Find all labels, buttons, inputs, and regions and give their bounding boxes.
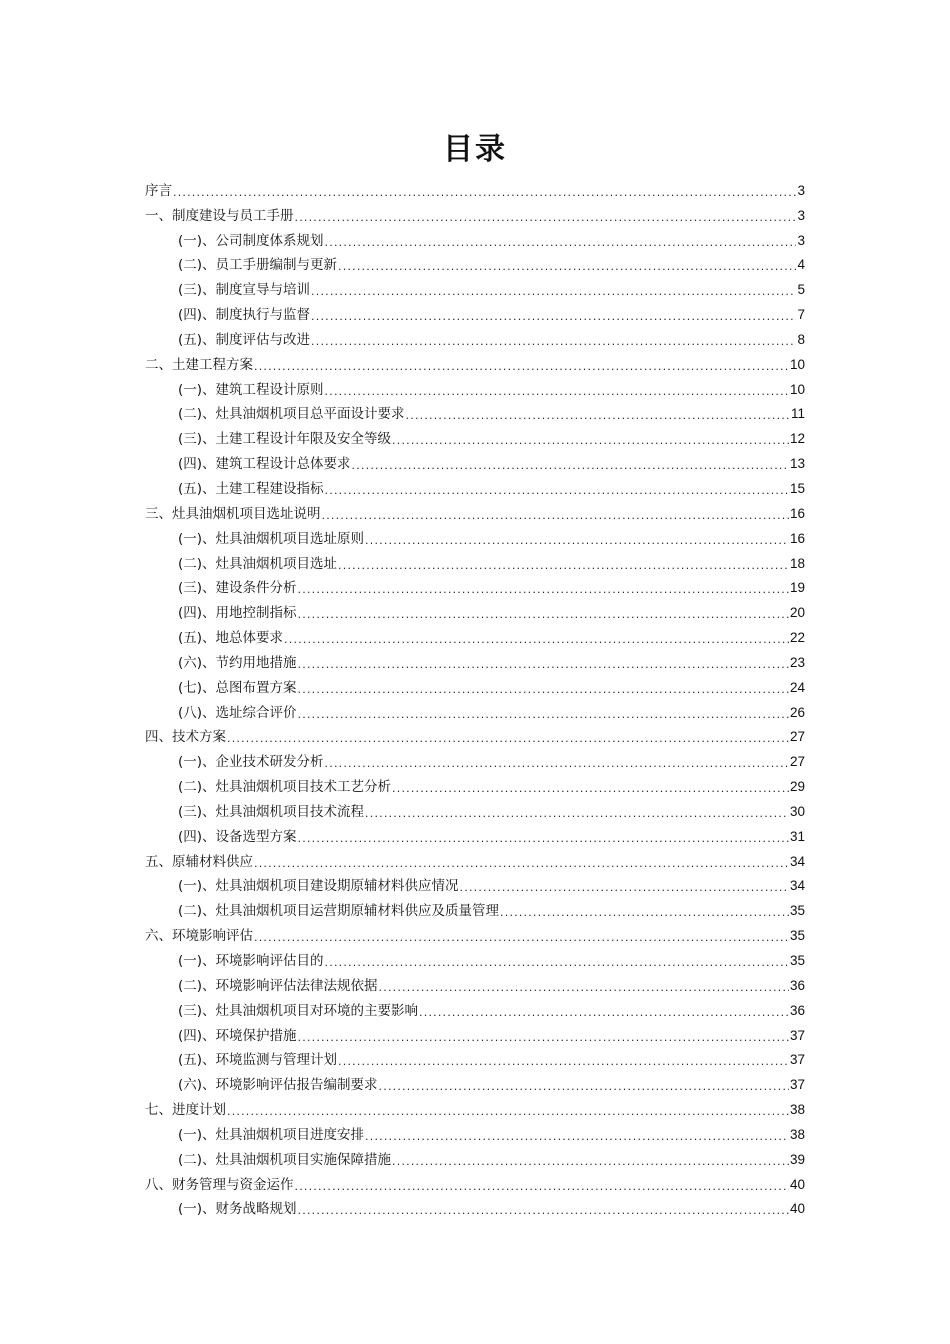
toc-page-number: 30 bbox=[789, 803, 805, 819]
toc-page-number: 20 bbox=[789, 605, 805, 621]
toc-dot-leader bbox=[227, 732, 789, 746]
toc-entry[interactable] bbox=[145, 225, 805, 250]
toc-entry-label: (七)、总图布置方案 bbox=[178, 679, 297, 696]
toc-entry-label: (六)、节约用地措施 bbox=[178, 654, 297, 671]
toc-dot-leader bbox=[338, 559, 789, 573]
toc-entry[interactable] bbox=[145, 647, 805, 672]
toc-entry-label: (二)、灶具油烟机项目技术工艺分析 bbox=[178, 779, 392, 796]
toc-entry[interactable] bbox=[145, 1119, 805, 1144]
toc-page-number: 37 bbox=[789, 1077, 805, 1093]
toc-entry-label: 二、土建工程方案 bbox=[145, 356, 253, 373]
toc-entry[interactable] bbox=[145, 473, 805, 498]
toc-entry[interactable] bbox=[145, 573, 805, 598]
toc-entry-label: (一)、灶具油烟机项目进度安排 bbox=[178, 1126, 365, 1143]
toc-page-number: 19 bbox=[789, 580, 805, 596]
toc-dot-leader bbox=[298, 1204, 789, 1218]
toc-entry[interactable] bbox=[145, 1020, 805, 1045]
toc-entry-label: (四)、建筑工程设计总体要求 bbox=[178, 456, 351, 473]
toc-entry[interactable] bbox=[145, 250, 805, 275]
toc-dot-leader bbox=[325, 385, 789, 399]
toc-page-number: 16 bbox=[789, 505, 805, 521]
toc-dot-leader bbox=[460, 881, 789, 895]
toc-dot-leader bbox=[365, 807, 789, 821]
toc-page-number: 10 bbox=[789, 356, 805, 372]
toc-entry[interactable] bbox=[145, 722, 805, 747]
toc-entry-label: 一、制度建设与员工手册 bbox=[145, 207, 294, 224]
toc-entry-label: (一)、建筑工程设计原则 bbox=[178, 381, 324, 398]
toc-dot-leader bbox=[406, 409, 790, 423]
toc-entry[interactable] bbox=[145, 796, 805, 821]
toc-dot-leader bbox=[419, 1006, 789, 1020]
toc-dot-leader bbox=[392, 434, 789, 448]
toc-entry[interactable] bbox=[145, 548, 805, 573]
toc-dot-leader bbox=[298, 1031, 789, 1045]
toc-page-number: 39 bbox=[789, 1151, 805, 1167]
toc-entry-label: (三)、灶具油烟机项目对环境的主要影响 bbox=[178, 1002, 419, 1019]
toc-page-number: 36 bbox=[789, 1002, 805, 1018]
toc-page-number: 5 bbox=[797, 282, 805, 298]
toc-dot-leader bbox=[379, 981, 789, 995]
toc-entry-label: 序言 bbox=[145, 182, 172, 199]
toc-entry-label: 七、进度计划 bbox=[145, 1102, 226, 1119]
toc-entry[interactable] bbox=[145, 274, 805, 299]
toc-entry[interactable] bbox=[145, 448, 805, 473]
toc-dot-leader bbox=[298, 708, 789, 722]
toc-entry[interactable] bbox=[145, 1069, 805, 1094]
toc-dot-leader bbox=[311, 310, 796, 324]
toc-entry-label: (二)、环境影响评估法律法规依据 bbox=[178, 977, 378, 994]
toc-entry-label: (一)、财务战略规划 bbox=[178, 1201, 297, 1218]
toc-entry[interactable] bbox=[145, 523, 805, 548]
toc-page-number: 35 bbox=[789, 928, 805, 944]
toc-entry-label: (四)、设备选型方案 bbox=[178, 828, 297, 845]
toc-entry[interactable] bbox=[145, 1194, 805, 1219]
toc-entry-label: (四)、环境保护措施 bbox=[178, 1027, 297, 1044]
toc-entry[interactable] bbox=[145, 995, 805, 1020]
toc-dot-leader bbox=[325, 956, 789, 970]
toc-entry-label: (五)、环境监测与管理计划 bbox=[178, 1052, 338, 1069]
toc-page-number: 37 bbox=[789, 1052, 805, 1068]
toc-entry-label: (三)、建设条件分析 bbox=[178, 580, 297, 597]
toc-page-number: 23 bbox=[789, 654, 805, 670]
toc-entry-label: (一)、灶具油烟机项目选址原则 bbox=[178, 530, 365, 547]
toc-page-number: 3 bbox=[797, 232, 805, 248]
toc-entry[interactable] bbox=[145, 622, 805, 647]
toc-page-number: 13 bbox=[789, 456, 805, 472]
toc-entry[interactable] bbox=[145, 200, 805, 225]
toc-dot-leader bbox=[365, 534, 789, 548]
toc-title: 目录 bbox=[443, 132, 507, 167]
toc-dot-leader bbox=[338, 1055, 789, 1069]
toc-dot-leader bbox=[311, 285, 796, 299]
toc-entry[interactable] bbox=[145, 672, 805, 697]
toc-dot-leader bbox=[338, 260, 796, 274]
toc-entry-label: (二)、灶具油烟机项目实施保障措施 bbox=[178, 1151, 392, 1168]
toc-entry-label: (二)、灶具油烟机项目选址 bbox=[178, 555, 338, 572]
toc-page-number: 34 bbox=[789, 853, 805, 869]
toc-entry[interactable] bbox=[145, 349, 805, 374]
toc-entry-label: (六)、环境影响评估报告编制要求 bbox=[178, 1077, 378, 1094]
toc-page-number: 7 bbox=[797, 307, 805, 323]
toc-entry[interactable] bbox=[145, 871, 805, 896]
toc-entry-label: (三)、灶具油烟机项目技术流程 bbox=[178, 803, 365, 820]
toc-list bbox=[145, 175, 805, 1218]
toc-dot-leader bbox=[392, 1155, 789, 1169]
toc-entry-label: (八)、选址综合评价 bbox=[178, 704, 297, 721]
toc-page-number: 27 bbox=[789, 729, 805, 745]
toc-page-number: 27 bbox=[789, 754, 805, 770]
toc-page-number: 29 bbox=[789, 779, 805, 795]
toc-dot-leader bbox=[500, 906, 789, 920]
toc-page-number: 3 bbox=[797, 182, 805, 198]
toc-entry-label: (五)、土建工程建设指标 bbox=[178, 480, 324, 497]
toc-entry[interactable] bbox=[145, 1169, 805, 1194]
toc-page-number: 40 bbox=[789, 1176, 805, 1192]
toc-entry-label: (一)、环境影响评估目的 bbox=[178, 953, 324, 969]
toc-entry-label: (四)、制度执行与监督 bbox=[178, 307, 311, 324]
toc-entry[interactable] bbox=[145, 175, 805, 200]
toc-page-number: 11 bbox=[790, 406, 805, 422]
toc-dot-leader bbox=[173, 186, 796, 200]
toc-entry[interactable] bbox=[145, 423, 805, 448]
toc-page-number: 3 bbox=[797, 207, 805, 223]
toc-page-number: 12 bbox=[789, 431, 805, 447]
toc-entry[interactable] bbox=[145, 945, 805, 970]
toc-dot-leader bbox=[295, 211, 797, 225]
toc-dot-leader bbox=[392, 782, 789, 796]
toc-dot-leader bbox=[365, 1130, 789, 1144]
toc-entry[interactable] bbox=[145, 1094, 805, 1119]
toc-dot-leader bbox=[325, 236, 797, 250]
toc-entry[interactable] bbox=[145, 746, 805, 771]
toc-dot-leader bbox=[325, 757, 789, 771]
toc-entry-label: (四)、用地控制指标 bbox=[178, 605, 297, 622]
toc-page-number: 16 bbox=[789, 530, 805, 546]
toc-entry-label: (三)、土建工程设计年限及安全等级 bbox=[178, 431, 392, 448]
toc-dot-leader bbox=[298, 658, 789, 672]
toc-entry[interactable] bbox=[145, 895, 805, 920]
toc-page-number: 31 bbox=[789, 828, 805, 844]
toc-dot-leader bbox=[254, 857, 789, 871]
toc-entry-label: 六、环境影响评估 bbox=[145, 928, 253, 945]
toc-entry-label: (五)、制度评估与改进 bbox=[178, 331, 311, 348]
toc-dot-leader bbox=[379, 1080, 789, 1094]
toc-entry[interactable] bbox=[145, 771, 805, 796]
toc-page-number: 18 bbox=[789, 555, 805, 571]
toc-page-number: 38 bbox=[789, 1102, 805, 1118]
toc-dot-leader bbox=[325, 484, 789, 498]
toc-dot-leader bbox=[352, 459, 789, 473]
toc-entry[interactable] bbox=[145, 597, 805, 622]
toc-dot-leader bbox=[227, 1105, 789, 1119]
toc-entry-label: (一)、企业技术研发分析 bbox=[178, 754, 324, 771]
toc-dot-leader bbox=[295, 1180, 789, 1194]
toc-entry-label: (二)、员工手册编制与更新 bbox=[178, 257, 338, 274]
toc-page-number: 22 bbox=[789, 630, 805, 646]
toc-page-number: 37 bbox=[789, 1027, 805, 1043]
toc-entry-label: (一)、公司制度体系规划 bbox=[178, 232, 324, 249]
toc-page-number: 36 bbox=[789, 977, 805, 993]
toc-page-number: 40 bbox=[789, 1201, 805, 1217]
toc-page-number: 35 bbox=[789, 953, 805, 968]
toc-page-number: 24 bbox=[789, 679, 805, 695]
toc-dot-leader bbox=[311, 335, 796, 349]
toc-entry[interactable] bbox=[145, 1144, 805, 1169]
toc-entry[interactable] bbox=[145, 697, 805, 722]
toc-entry[interactable] bbox=[145, 374, 805, 399]
toc-entry-label: (二)、灶具油烟机项目运营期原辅材料供应及质量管理 bbox=[178, 903, 500, 920]
toc-entry-label: 四、技术方案 bbox=[145, 729, 226, 746]
toc-dot-leader bbox=[254, 360, 789, 374]
toc-page-number: 26 bbox=[789, 704, 805, 720]
toc-entry-label: (五)、地总体要求 bbox=[178, 630, 284, 647]
toc-entry[interactable] bbox=[145, 299, 805, 324]
toc-entry-label: (二)、灶具油烟机项目总平面设计要求 bbox=[178, 406, 405, 423]
toc-dot-leader bbox=[298, 683, 789, 697]
toc-entry[interactable] bbox=[145, 846, 805, 871]
toc-entry[interactable] bbox=[145, 1045, 805, 1070]
toc-page-number: 34 bbox=[789, 878, 805, 894]
toc-dot-leader bbox=[284, 633, 789, 647]
toc-page-number: 10 bbox=[789, 381, 805, 397]
toc-dot-leader bbox=[322, 509, 789, 523]
toc-entry[interactable] bbox=[145, 920, 805, 945]
toc-entry-label: (一)、灶具油烟机项目建设期原辅材料供应情况 bbox=[178, 878, 459, 895]
toc-entry-label: 八、财务管理与资金运作 bbox=[145, 1176, 294, 1193]
toc-page-number: 8 bbox=[797, 331, 805, 347]
toc-page-number: 35 bbox=[789, 903, 805, 919]
toc-entry[interactable] bbox=[145, 970, 805, 995]
toc-entry-label: 五、原辅材料供应 bbox=[145, 853, 253, 870]
toc-entry[interactable] bbox=[145, 324, 805, 349]
toc-dot-leader bbox=[298, 832, 789, 846]
toc-dot-leader bbox=[298, 608, 789, 622]
toc-entry[interactable] bbox=[145, 399, 805, 424]
toc-entry[interactable] bbox=[145, 498, 805, 523]
toc-dot-leader bbox=[254, 931, 789, 945]
toc-entry-label: (三)、制度宣导与培训 bbox=[178, 282, 311, 299]
toc-page-number: 38 bbox=[789, 1126, 805, 1142]
toc-entry[interactable] bbox=[145, 821, 805, 846]
toc-dot-leader bbox=[298, 583, 789, 597]
toc-entry-label: 三、灶具油烟机项目选址说明 bbox=[145, 505, 321, 522]
toc-page-number: 4 bbox=[797, 257, 805, 273]
toc-page-number: 15 bbox=[789, 480, 805, 496]
